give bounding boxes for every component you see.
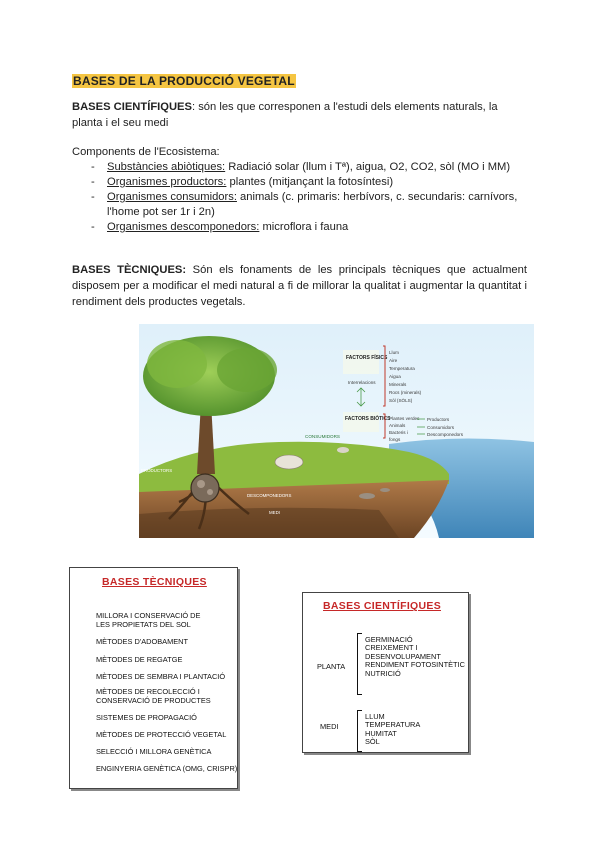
components-intro: Components de l'Ecosistema: <box>72 146 220 158</box>
components-list <box>72 160 527 235</box>
medi-list <box>365 713 420 747</box>
planta-label: PLANTA <box>317 662 346 671</box>
component-term: Organismes productors: <box>107 176 227 188</box>
fisics-item: Llum <box>389 350 399 355</box>
ecosystem-illustration <box>139 324 534 538</box>
biotics-item: Animals <box>389 423 406 428</box>
planta-item: CREIXEMENT I <box>365 643 418 653</box>
fisics-item: Temperatura <box>389 366 415 371</box>
decomposer-magnifier <box>191 474 219 502</box>
list-item <box>72 220 527 235</box>
medi-item: SÒL <box>365 737 380 747</box>
planta-item: NUTRICIÓ <box>365 668 401 678</box>
tecniques-paragraph <box>72 262 527 310</box>
decomposer-detail <box>207 489 213 495</box>
tecniques-item: MÈTODES DE SEMBRA I PLANTACIÓ <box>96 672 226 681</box>
tecniques-label: BASES TÈCNIQUES: <box>72 264 187 276</box>
fisics-item: Sòl (SÒLS) <box>389 398 413 403</box>
page-title-text: BASES DE LA PRODUCCIÓ VEGETAL <box>73 74 295 88</box>
list-item <box>72 190 527 220</box>
tecniques-item-line: LES PROPIETATS DEL SOL <box>96 620 191 629</box>
medi-bracket <box>357 710 362 752</box>
tecniques-item-line: MILLORA I CONSERVACIÓ DE <box>96 611 201 620</box>
tecniques-item: SISTEMES DE PROPAGACIÓ <box>96 713 197 722</box>
biotics-item: Plantes verdes <box>389 416 420 421</box>
role-item: Productors <box>427 417 450 422</box>
fisics-item: Aire <box>389 358 398 363</box>
factors-fisics-label: FACTORS FÍSICS <box>346 355 388 361</box>
medi-label: MEDI <box>269 510 280 515</box>
factors-fisics-box <box>343 350 379 374</box>
rock <box>380 488 390 492</box>
component-term: Substàncies abiòtiques: <box>107 161 226 173</box>
biotics-item: Bacteris i <box>389 430 408 435</box>
decomposer-detail <box>197 480 205 488</box>
medi-item: LLUM <box>365 712 385 721</box>
page-title <box>72 72 296 90</box>
cientifiques-paragraph <box>72 99 527 131</box>
sheep <box>337 447 349 453</box>
rock <box>359 493 375 499</box>
tecniques-item <box>96 687 211 705</box>
planta-item: GERMINACIÓ <box>365 635 413 644</box>
tecniques-item: SELECCIÓ I MILLORA GENÈTICA <box>96 747 212 756</box>
ecosystem-svg <box>139 324 534 538</box>
tecniques-item-line: CONSERVACIÓ DE PRODUCTES <box>96 696 211 705</box>
tecniques-item: MÈTODES DE PROTECCIÓ VEGETAL <box>96 730 227 739</box>
tecniques-item: MÈTODES D'ADOBAMENT <box>96 637 189 646</box>
canopy-cluster <box>147 340 207 388</box>
tecniques-item: MÈTODES DE REGATGE <box>96 655 183 664</box>
medi-label: MEDI <box>320 722 339 731</box>
factors-biotics-label: FACTORS BIÒTICS <box>345 416 391 422</box>
planta-bracket <box>357 633 362 695</box>
tecniques-box <box>69 567 238 789</box>
cientifiques-box-title: BASES CIENTÍFIQUES <box>323 600 441 612</box>
fisics-item: Minerals <box>389 382 407 387</box>
factors-biotics-box <box>343 412 379 432</box>
component-desc: Radiació solar (llum i Tª), aigua, O2, CO2, sòl (MO i MM) <box>225 161 511 173</box>
list-item <box>72 175 527 190</box>
role-item: Consumidors <box>427 425 455 430</box>
planta-list <box>365 636 465 678</box>
planta-item: RENDIMENT FOTOSINTÈTIC <box>365 660 465 670</box>
cientifiques-label: BASES CIENTÍFIQUES <box>72 101 192 113</box>
tecniques-item <box>96 611 200 629</box>
tecniques-item: ENGINYERIA GENÈTICA (OMG, CRISPR) <box>96 764 238 773</box>
tecniques-text: Són els fonaments de les principals tècniques que actualment disposem per a modificar el medi natural a fi de millorar la qualitat i augmentar la quantitat i rendiment dels productes vegetals. <box>72 264 527 308</box>
component-desc: plantes (mitjançant la fotosíntesi) <box>226 176 394 188</box>
planta-item: DESENVOLUPAMENT <box>365 651 441 661</box>
cientifiques-text: : són les que corresponen a l'estudi dels elements naturals, la planta i el seu medi <box>72 101 498 129</box>
list-item <box>72 160 527 175</box>
component-desc: microflora i fauna <box>259 221 349 233</box>
tecniques-item-line: MÈTODES DE RECOLECCIÓ I <box>96 687 200 696</box>
component-desc: animals (c. primaris: herbívors, c. secundaris: carnívors, l'home pot ser 1r i 2n) <box>107 191 518 218</box>
role-item: Descomponedors <box>427 432 464 437</box>
medi-item: HUMITAT <box>365 728 397 738</box>
medi-item: TEMPERATURA <box>365 720 421 730</box>
cow <box>275 455 303 469</box>
fisics-item: Rocs (minerals) <box>389 390 422 395</box>
descomponedors-label: DESCOMPONEDORS <box>247 493 292 498</box>
biotics-item: fongs <box>389 437 401 442</box>
fisics-item: Aigua <box>389 374 401 379</box>
consumidors-label: CONSUMIDORS <box>305 434 340 439</box>
component-term: Organismes descomponedors: <box>107 221 260 233</box>
interrelacions-label: Interrelacions <box>348 380 376 385</box>
canopy-cluster <box>217 348 277 392</box>
component-term: Organismes consumidors: <box>107 191 237 203</box>
productors-label: PRODUCTORS <box>141 468 173 473</box>
tecniques-box-title: BASES TÈCNIQUES <box>102 576 207 588</box>
cientifiques-box <box>302 592 469 753</box>
